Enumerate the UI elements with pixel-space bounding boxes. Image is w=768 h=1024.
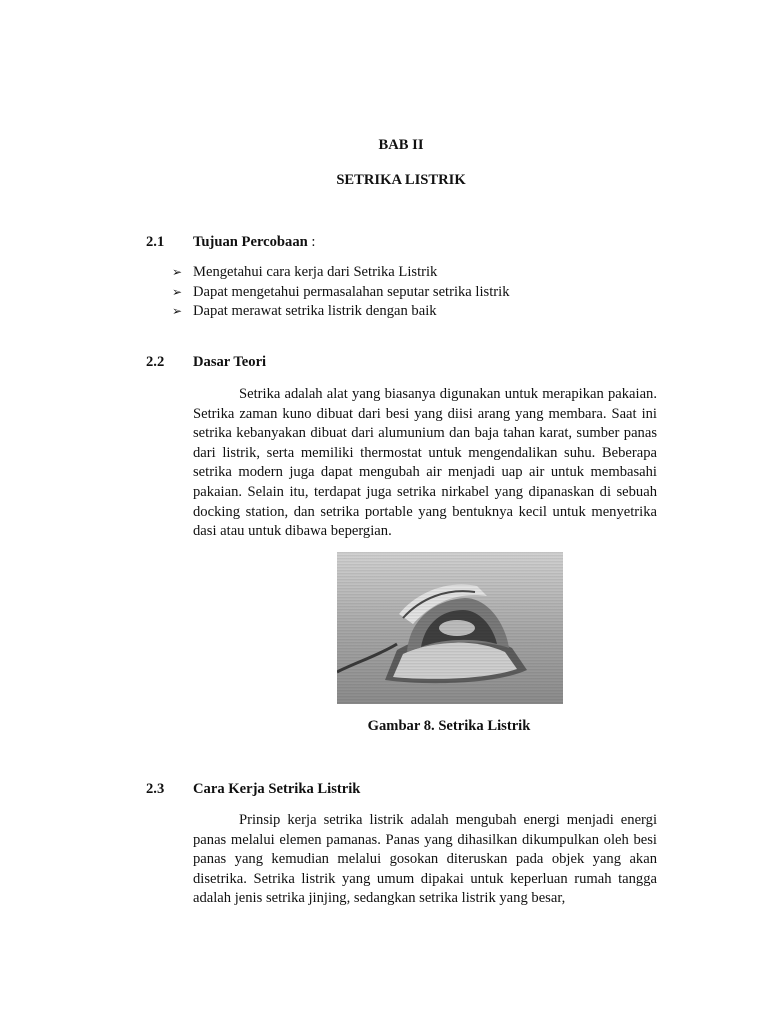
chapter-title: SETRIKA LISTRIK xyxy=(336,172,466,188)
section-title-suffix: : xyxy=(307,234,316,250)
arrow-bullet-icon: ➢ xyxy=(172,265,183,279)
section-number-2-2: 2.2 xyxy=(146,354,165,370)
list-item xyxy=(172,302,510,322)
list-item xyxy=(172,263,510,283)
list-item-text: Dapat mengetahui permasalahan seputar setrika listrik xyxy=(193,283,510,300)
section-title-2-2: Dasar Teori xyxy=(193,354,267,370)
dasar-teori-paragraph: Setrika adalah alat yang biasanya digunakan untuk merapikan pakaian. Setrika zaman kuno dibuat dari besi yang diisi arang yang membara. Saat ini setrika kebanyakan dibuat dari alumunium dan baja tahan karat, sumber panas dari listrik, serta memiliki thermostat untuk mengendalikan suhu. Beberapa setrika modern juga dapat mengubah air menjadi uap air untuk membasahi pakaian. Selain itu, terdapat juga setrika nirkabel yang dipanaskan di sebuah docking station, dan setrika portable yang bentuknya kecil untuk menyetrika dasi atau untuk dibawa bepergian. xyxy=(193,386,657,540)
objectives-list xyxy=(172,263,510,322)
chapter-label: BAB II xyxy=(378,137,424,153)
list-item-text: Dapat merawat setrika listrik dengan baik xyxy=(193,303,437,319)
section-title-2-1: Tujuan Percobaan xyxy=(193,234,308,250)
steam-iron-photo xyxy=(337,552,563,704)
cara-kerja-paragraph: Prinsip kerja setrika listrik adalah mengubah energi menjadi energi panas melalui elemen pamanas. Panas yang dihasilkan dikumpulkan oleh besi panas yang kemudian melalui gosokan diteruskan pada objek yang akan disetrika. Setrika listrik yang umum dipakai untuk keperluan rumah tangga adalah jenis setrika jinjing, sedangkan setrika listrik yang besar, xyxy=(193,812,657,907)
section-title-2-3: Cara Kerja Setrika Listrik xyxy=(193,781,361,797)
section-number-2-1: 2.1 xyxy=(146,234,165,250)
figure-caption: Gambar 8. Setrika Listrik xyxy=(367,718,531,734)
steam-iron-icon xyxy=(337,552,563,704)
section-heading-2-1 xyxy=(193,234,315,251)
list-item-text: Mengetahui cara kerja dari Setrika Listrik xyxy=(193,264,438,280)
list-item xyxy=(172,283,510,303)
section-number-2-3: 2.3 xyxy=(146,781,165,797)
arrow-bullet-icon: ➢ xyxy=(172,304,183,318)
arrow-bullet-icon: ➢ xyxy=(172,284,183,299)
